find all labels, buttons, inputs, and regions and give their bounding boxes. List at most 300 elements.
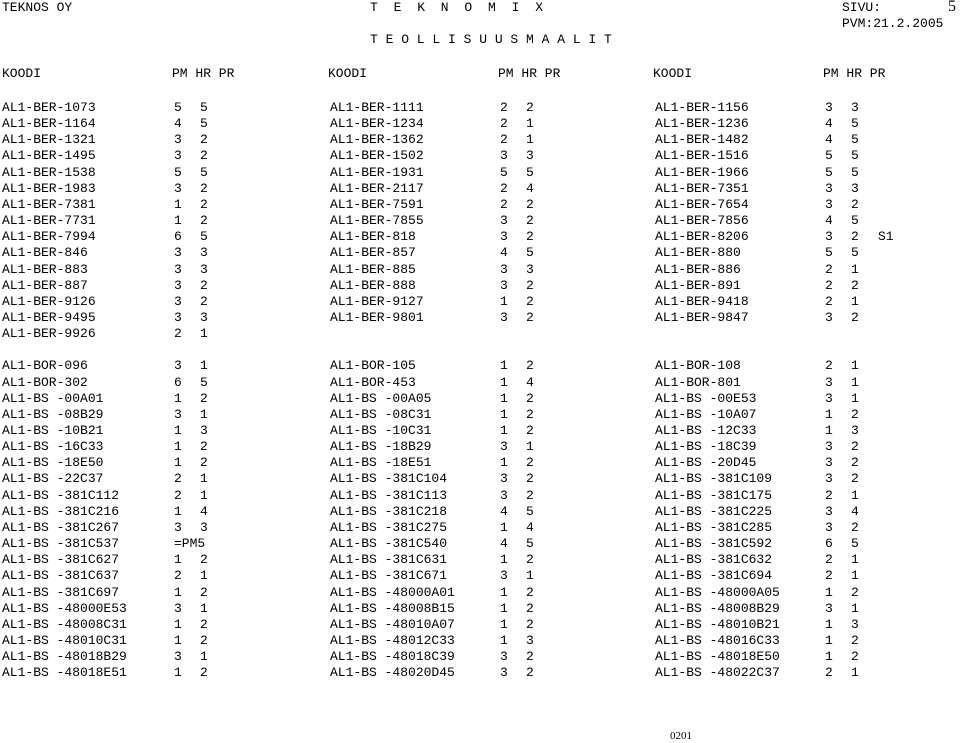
product-code: AL1-BOR-453: [330, 374, 416, 390]
product-code: AL1-BER-9801: [330, 309, 424, 325]
pm-value: 1: [825, 649, 833, 665]
product-code: AL1-BS -48010C31: [2, 632, 127, 648]
product-code: AL1-BS -48018C39: [330, 649, 455, 665]
pm-value: 4: [500, 245, 508, 261]
pm-value: 1: [174, 632, 182, 648]
hr-value: 2: [526, 665, 534, 681]
hr-value: 2: [526, 309, 534, 325]
pm-value: 3: [500, 229, 508, 245]
product-code: AL1-BS -381C109: [655, 471, 773, 487]
product-code: AL1-BER-7654: [655, 196, 749, 212]
pm-value: 2: [174, 471, 182, 487]
hr-value: 1: [200, 649, 208, 665]
pm-value: 1: [174, 213, 182, 229]
pm-value: 3: [174, 649, 182, 665]
product-code: AL1-BS -12C33: [655, 423, 757, 438]
hr-value: 5: [851, 164, 859, 180]
product-code: AL1-BER-818: [330, 229, 416, 245]
company-name: TEKNOS OY: [2, 0, 73, 15]
column-header-code: KOODI: [328, 66, 368, 81]
product-code: AL1-BS -381C275: [330, 519, 448, 535]
product-code: AL1-BER-9126: [2, 293, 96, 309]
hr-value: 2: [526, 358, 534, 374]
table-row: [2, 665, 952, 681]
pm-value: 1: [500, 616, 508, 632]
pm-value: 3: [825, 390, 833, 406]
pm-value: 5: [500, 164, 508, 180]
product-code: AL1-BER-857: [330, 245, 416, 261]
product-code: AL1-BS -48012C33: [330, 632, 455, 648]
product-code: AL1-BOR-801: [655, 374, 741, 390]
hr-value: 1: [526, 568, 534, 584]
hr-value: 2: [851, 439, 859, 455]
hr-value: 2: [200, 632, 208, 648]
product-code: AL1-BER-846: [2, 245, 88, 261]
hr-value: 2: [200, 213, 208, 229]
hr-value: 5: [200, 374, 208, 390]
hr-value: 3: [200, 309, 208, 325]
table-row: [2, 585, 952, 601]
pm-value: 1: [174, 439, 182, 455]
product-code: AL1-BER-1156: [655, 100, 749, 115]
table-row: [2, 165, 952, 181]
product-code: AL1-BS -381C218: [330, 503, 448, 519]
pm-value: 3: [174, 358, 182, 374]
product-code: AL1-BS -00A01: [2, 390, 104, 406]
hr-value: 2: [200, 390, 208, 406]
hr-value: 5: [200, 116, 208, 132]
product-code: AL1-BER-1321: [2, 132, 96, 148]
hr-value: 2: [526, 649, 534, 665]
product-code: AL1-BS -48018E51: [2, 665, 127, 681]
pm-value: 3: [500, 649, 508, 665]
product-code: AL1-BS -16C33: [2, 439, 104, 455]
hr-value: 2: [851, 455, 859, 471]
product-code: AL1-BS -381C267: [2, 519, 120, 535]
pm-value: 2: [825, 293, 833, 309]
product-code: AL1-BS -48000E53: [2, 600, 127, 616]
hr-value: 2: [526, 600, 534, 616]
pm-value: 3: [500, 261, 508, 277]
pm-value: 1: [825, 584, 833, 600]
hr-value: 1: [200, 406, 208, 422]
product-code: AL1-BS -48010B21: [655, 616, 780, 632]
table-row: [2, 213, 952, 229]
pm-value: 1: [174, 455, 182, 471]
hr-value: 2: [526, 277, 534, 293]
product-code: AL1-BS -381C113: [330, 487, 448, 503]
product-code: AL1-BS -381C216: [2, 503, 120, 519]
pm-value: 3: [500, 665, 508, 681]
hr-value: 2: [526, 552, 534, 568]
product-code: AL1-BS -381C175: [655, 487, 773, 503]
pm-value: 3: [500, 471, 508, 487]
remark: S1: [878, 229, 894, 245]
table-row: [2, 471, 952, 487]
pm-value: 1: [500, 374, 508, 390]
column-header-values: PM HR PR: [823, 66, 886, 81]
product-code: AL1-BER-7591: [330, 196, 424, 212]
product-code: AL1-BS -381C671: [330, 568, 448, 584]
hr-value: 3: [200, 423, 208, 438]
table-row: [2, 358, 952, 374]
pm-value: 3: [825, 180, 833, 196]
footer-code: 0201: [670, 730, 692, 742]
product-code: AL1-BS -48018E50: [655, 649, 780, 665]
table-row: [2, 278, 952, 294]
pm-value: 5: [174, 100, 182, 115]
pm-value: 3: [174, 180, 182, 196]
pm-value: 4: [500, 503, 508, 519]
pm-value: 2: [825, 277, 833, 293]
pm-value: 1: [500, 632, 508, 648]
product-code: AL1-BS -381C697: [2, 584, 120, 600]
pm-value: 3: [825, 196, 833, 212]
hr-value: 3: [526, 148, 534, 164]
pm-value: 1: [825, 406, 833, 422]
pm-value: 3: [174, 148, 182, 164]
hr-value: 2: [200, 552, 208, 568]
hr-value: 4: [526, 519, 534, 535]
pm-value: 3: [500, 213, 508, 229]
product-code: AL1-BER-891: [655, 277, 741, 293]
hr-value: 2: [851, 584, 859, 600]
product-code: AL1-BS -08B29: [2, 406, 104, 422]
table-row: [2, 601, 952, 617]
pm-value: 2: [825, 487, 833, 503]
product-code: AL1-BER-1073: [2, 100, 96, 115]
product-code: AL1-BER-888: [330, 277, 416, 293]
hr-value: 2: [526, 229, 534, 245]
hr-value: 3: [526, 632, 534, 648]
product-code: AL1-BS -48008B29: [655, 600, 780, 616]
hr-value: 1: [851, 261, 859, 277]
hr-value: 2: [200, 293, 208, 309]
product-code: AL1-BS -381C112: [2, 487, 120, 503]
hr-value: 2: [851, 229, 859, 245]
pm-value: 2: [500, 180, 508, 196]
hr-value: 2: [200, 455, 208, 471]
page-label: SIVU:: [842, 0, 882, 15]
hr-value: 2: [851, 519, 859, 535]
pm-value: 2: [825, 358, 833, 374]
table-row: [2, 649, 952, 665]
table-row: [2, 520, 952, 536]
pm-value: 3: [500, 148, 508, 164]
product-code: AL1-BS -48008C31: [2, 616, 127, 632]
product-code: AL1-BS -18C39: [655, 439, 757, 455]
pm-value: 5: [825, 148, 833, 164]
product-code: AL1-BS -22C37: [2, 471, 104, 487]
document-subtitle: T E O L L I S U U S M A A L I T: [370, 32, 612, 47]
product-code: AL1-BS -381C694: [655, 568, 773, 584]
product-code: AL1-BOR-105: [330, 358, 416, 374]
table-row: [2, 536, 952, 552]
pm-value: 6: [174, 374, 182, 390]
product-code: AL1-BS -18E51: [330, 455, 432, 471]
hr-value: 1: [526, 132, 534, 148]
hr-value: 5: [851, 213, 859, 229]
product-code: AL1-BER-1482: [655, 132, 749, 148]
hr-value: 2: [851, 632, 859, 648]
hr-value: 2: [851, 196, 859, 212]
pm-value: 3: [174, 132, 182, 148]
table-row: [2, 391, 952, 407]
product-code: AL1-BOR-096: [2, 358, 88, 374]
product-code: AL1-BS -18E50: [2, 455, 104, 471]
product-code: AL1-BS -00E53: [655, 390, 757, 406]
pm-value: 1: [174, 196, 182, 212]
pm-value: 2: [500, 100, 508, 115]
product-code: AL1-BER-9127: [330, 293, 424, 309]
hr-value: 1: [200, 568, 208, 584]
product-code: AL1-BS -48000A01: [330, 584, 455, 600]
product-code: AL1-BER-2117: [330, 180, 424, 196]
product-code: AL1-BS -381C225: [655, 503, 773, 519]
hr-value: 5: [200, 100, 208, 115]
pm-value: 3: [174, 293, 182, 309]
pm-value: 2: [825, 261, 833, 277]
table-row: [2, 439, 952, 455]
hr-value: 2: [526, 406, 534, 422]
table-row: [2, 100, 952, 116]
hr-value: 3: [851, 180, 859, 196]
product-code: AL1-BS -10B21: [2, 423, 104, 438]
product-code: AL1-BS -48010A07: [330, 616, 455, 632]
hr-value: 1: [526, 116, 534, 132]
pm-value: 6: [825, 536, 833, 552]
hr-value: 2: [526, 100, 534, 115]
pm-value: 2: [500, 132, 508, 148]
pm-value: 3: [825, 439, 833, 455]
column-header-code: KOODI: [653, 66, 693, 81]
pm-value: 1: [174, 616, 182, 632]
pm-value: 2: [500, 116, 508, 132]
pm-value: 3: [174, 519, 182, 535]
hr-value: 5: [526, 164, 534, 180]
product-code: AL1-BER-1966: [655, 164, 749, 180]
pm-value: 5: [174, 164, 182, 180]
hr-value: 1: [200, 600, 208, 616]
pm-value: 4: [174, 116, 182, 132]
product-code: AL1-BS -20D45: [655, 455, 757, 471]
pm-value: 3: [825, 503, 833, 519]
product-code: AL1-BS -381C540: [330, 536, 448, 552]
hr-value: 2: [851, 309, 859, 325]
hr-value: 5: [851, 116, 859, 132]
hr-value: 4: [851, 503, 859, 519]
hr-value: 3: [851, 423, 859, 438]
pm-value: 2: [825, 568, 833, 584]
pm-value: 3: [825, 229, 833, 245]
hr-value: 2: [851, 471, 859, 487]
hr-value: 1: [200, 358, 208, 374]
pm-value: 1: [500, 390, 508, 406]
hr-value: 1: [851, 552, 859, 568]
pm-value: 5: [825, 164, 833, 180]
product-code: AL1-BER-1236: [655, 116, 749, 132]
product-code: AL1-BS -381C627: [2, 552, 120, 568]
hr-value: 3: [200, 519, 208, 535]
hr-value: 4: [526, 180, 534, 196]
table-row: [2, 148, 952, 164]
product-code: AL1-BER-1983: [2, 180, 96, 196]
hr-value: 2: [851, 277, 859, 293]
product-code: AL1-BER-1538: [2, 164, 96, 180]
pm-value: 3: [825, 100, 833, 115]
hr-value: 3: [200, 245, 208, 261]
pm-value: 2: [825, 552, 833, 568]
product-code: AL1-BS -381C104: [330, 471, 448, 487]
pm-value: 3: [825, 600, 833, 616]
pm-value: 4: [825, 213, 833, 229]
product-code: AL1-BS -381C632: [655, 552, 773, 568]
hr-value: 3: [200, 261, 208, 277]
product-code: AL1-BS -381C592: [655, 536, 773, 552]
table-row: [2, 197, 952, 213]
hr-value: 1: [851, 293, 859, 309]
table-row: [2, 488, 952, 504]
hr-value: 4: [200, 503, 208, 519]
hr-value: 5: [851, 245, 859, 261]
hr-value: 2: [526, 471, 534, 487]
pm-value: 3: [500, 309, 508, 325]
pm-value: 1: [500, 293, 508, 309]
hr-value: 2: [526, 196, 534, 212]
product-code: AL1-BER-1234: [330, 116, 424, 132]
table-row: [2, 229, 952, 245]
product-code: AL1-BER-7351: [655, 180, 749, 196]
product-code: AL1-BOR-302: [2, 374, 88, 390]
pm-value: 3: [174, 261, 182, 277]
hr-value: 2: [526, 423, 534, 438]
product-code: AL1-BER-7855: [330, 213, 424, 229]
hr-value: 5: [200, 164, 208, 180]
product-code: AL1-BS -48020D45: [330, 665, 455, 681]
hr-value: 2: [200, 196, 208, 212]
pm-value: 3: [174, 245, 182, 261]
product-code: AL1-BER-9847: [655, 309, 749, 325]
pm-value: 2: [174, 326, 182, 342]
pm-value: 3: [174, 277, 182, 293]
pm-value: 1: [825, 423, 833, 438]
product-code: AL1-BER-7994: [2, 229, 96, 245]
product-code: AL1-BER-880: [655, 245, 741, 261]
pm-value: 3: [825, 374, 833, 390]
pm-value: 1: [500, 519, 508, 535]
product-code: AL1-BER-885: [330, 261, 416, 277]
product-code: AL1-BER-1495: [2, 148, 96, 164]
pm-value: 1: [174, 584, 182, 600]
hr-value: 1: [526, 439, 534, 455]
product-code: AL1-BER-8206: [655, 229, 749, 245]
hr-value: 3: [526, 261, 534, 277]
pm-value: 6: [174, 229, 182, 245]
product-code: AL1-BER-1516: [655, 148, 749, 164]
product-code: AL1-BS -381C637: [2, 568, 120, 584]
product-code: AL1-BS -381C537: [2, 536, 120, 552]
pm-value: =PM5: [174, 536, 206, 552]
product-code: AL1-BER-1111: [330, 100, 424, 115]
table-row: [2, 181, 952, 197]
product-code: AL1-BS -48008B15: [330, 600, 455, 616]
table-row: [2, 552, 952, 568]
hr-value: 5: [526, 536, 534, 552]
column-header-values: PM HR PR: [172, 66, 235, 81]
hr-value: 2: [526, 616, 534, 632]
hr-value: 1: [851, 487, 859, 503]
table-row: [2, 310, 952, 326]
hr-value: 5: [851, 132, 859, 148]
column-header-code: KOODI: [2, 66, 42, 81]
product-code: AL1-BER-1502: [330, 148, 424, 164]
table-row: [2, 455, 952, 471]
table-row: [2, 116, 952, 132]
product-code: AL1-BER-7856: [655, 213, 749, 229]
pm-value: 3: [825, 471, 833, 487]
product-code: AL1-BER-1362: [330, 132, 424, 148]
pm-value: 1: [500, 600, 508, 616]
pm-value: 5: [825, 245, 833, 261]
table-row: [2, 633, 952, 649]
hr-value: 2: [200, 439, 208, 455]
hr-value: 2: [200, 584, 208, 600]
pm-value: 2: [174, 568, 182, 584]
pm-value: 4: [500, 536, 508, 552]
hr-value: 1: [851, 600, 859, 616]
hr-value: 1: [851, 665, 859, 681]
table-row: [2, 568, 952, 584]
pm-value: 3: [174, 600, 182, 616]
hr-value: 2: [851, 406, 859, 422]
product-code: AL1-BS -08C31: [330, 406, 432, 422]
table-row: [2, 262, 952, 278]
hr-value: 2: [200, 148, 208, 164]
table-row: [2, 326, 952, 342]
hr-value: 5: [200, 229, 208, 245]
product-code: AL1-BER-9495: [2, 309, 96, 325]
hr-value: 2: [200, 132, 208, 148]
pm-value: 2: [500, 196, 508, 212]
pm-value: 3: [500, 277, 508, 293]
hr-value: 2: [200, 277, 208, 293]
product-code: AL1-BER-9418: [655, 293, 749, 309]
product-code: AL1-BER-886: [655, 261, 741, 277]
table-row: [2, 342, 952, 358]
product-code: AL1-BER-1931: [330, 164, 424, 180]
product-code: AL1-BER-7381: [2, 196, 96, 212]
hr-value: 1: [851, 374, 859, 390]
pm-value: 2: [174, 487, 182, 503]
product-code: AL1-BER-887: [2, 277, 88, 293]
hr-value: 2: [851, 649, 859, 665]
hr-value: 2: [526, 584, 534, 600]
product-code: AL1-BS -18B29: [330, 439, 432, 455]
hr-value: 5: [526, 503, 534, 519]
hr-value: 2: [200, 616, 208, 632]
hr-value: 1: [851, 390, 859, 406]
column-header-values: PM HR PR: [498, 66, 561, 81]
hr-value: 5: [851, 536, 859, 552]
pm-value: 2: [825, 665, 833, 681]
pm-value: 1: [500, 584, 508, 600]
hr-value: 4: [526, 374, 534, 390]
product-code: AL1-BS -48000A05: [655, 584, 780, 600]
pm-value: 4: [825, 116, 833, 132]
hr-value: 2: [526, 455, 534, 471]
pm-value: 4: [825, 132, 833, 148]
hr-value: 1: [200, 487, 208, 503]
